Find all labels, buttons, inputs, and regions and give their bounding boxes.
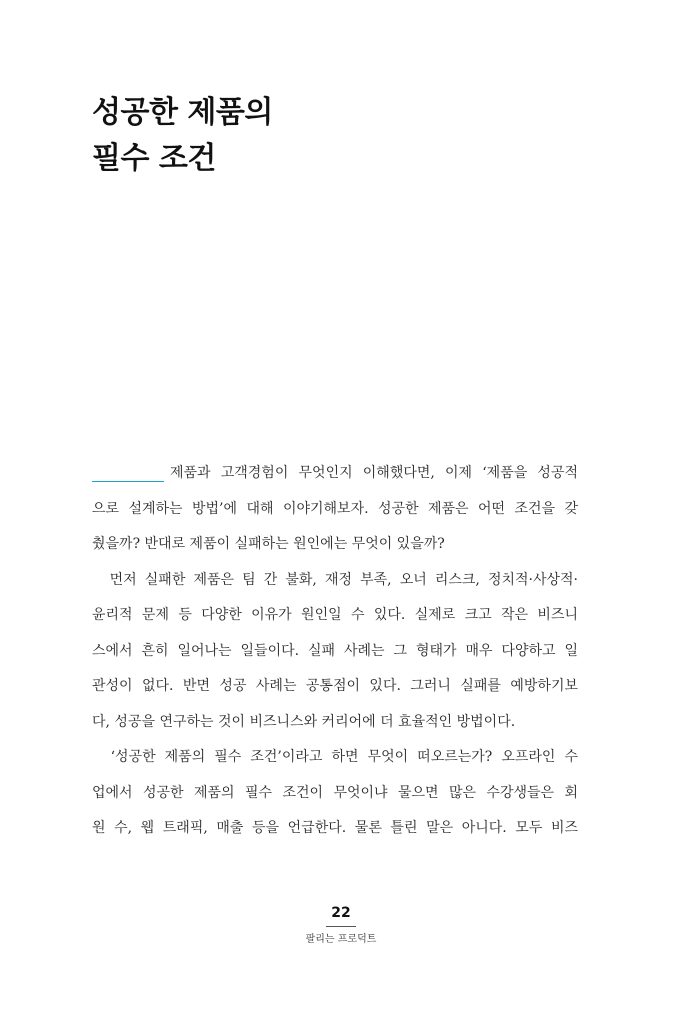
chapter-title bbox=[92, 90, 273, 182]
running-book-title: 팔리는 프로덕트 bbox=[305, 934, 377, 945]
body-line-7: 관성이 없다. 반면 성공 사례는 공통점이 있다. 그러니 실패를 예방하기보 bbox=[92, 678, 578, 694]
body-line-8: 다, 성공을 연구하는 것이 비즈니스와 커리어에 더 효율적인 방법이다. bbox=[92, 713, 516, 730]
body-line-6: 스에서 흔히 일어나는 일들이다. 실패 사례는 그 형태가 매우 다양하고 일 bbox=[92, 642, 578, 659]
body-line-3: 췄을까? 반대로 제품이 실패하는 원인에는 무엇이 있을까? bbox=[92, 536, 445, 552]
page-footer bbox=[0, 904, 682, 947]
body-line-9: ‘성공한 제품의 필수 조건’이라고 하면 무엇이 떠오르는가? 오프라인 수 bbox=[92, 749, 578, 765]
body-line-5: 윤리적 문제 등 다양한 이유가 원인일 수 있다. 실제로 크고 작은 비즈니 bbox=[92, 607, 578, 623]
body-text bbox=[92, 456, 578, 847]
page-number: 22 bbox=[331, 905, 351, 921]
body-line-10: 업에서 성공한 제품의 필수 조건이 무엇이냐 물으면 많은 수강생들은 회 bbox=[92, 784, 578, 801]
chapter-title-line-2: 필수 조건 bbox=[92, 141, 216, 176]
body-line-4: 먼저 실패한 제품은 팀 간 불화, 재정 부족, 오너 리스크, 정치적·사상적· bbox=[92, 571, 578, 588]
body-line-2: 으로 설계하는 방법’에 대해 이야기해보자. 성공한 제품은 어떤 조건을 갖 bbox=[92, 500, 578, 517]
accent-rule bbox=[92, 481, 164, 482]
body-line-1-text: 제품과 고객경험이 무엇인지 이해했다면, 이제 ‘제품을 성공적 bbox=[170, 465, 578, 481]
body-line-11: 원 수, 웹 트래픽, 매출 등을 언급한다. 물론 틀린 말은 아니다. 모두 비즈 bbox=[92, 820, 578, 836]
footer-divider bbox=[326, 926, 356, 927]
chapter-title-line-1: 성공한 제품의 bbox=[92, 95, 273, 130]
body-line-1 bbox=[92, 456, 578, 492]
